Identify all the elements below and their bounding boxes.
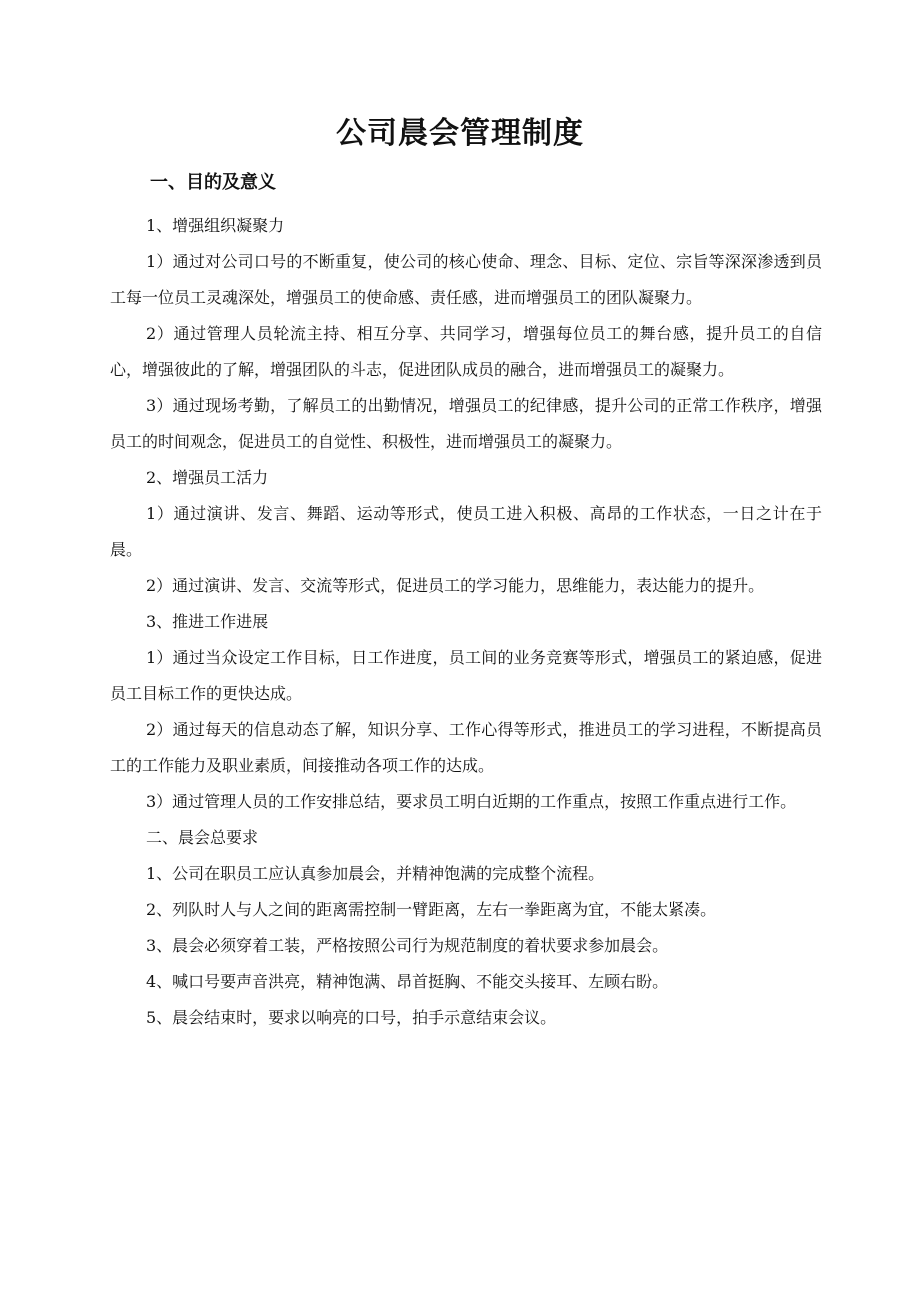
paragraph: 3）通过管理人员的工作安排总结，要求员工明白近期的工作重点，按照工作重点进行工作。 bbox=[146, 792, 797, 811]
paragraph: 2）通过每天的信息动态了解，知识分享、工作心得等形式，推进员工的学习进程，不断提高员工的工作能力及职业素质，间接推动各项工作的达成。 bbox=[110, 720, 822, 775]
requirement-item: 1、公司在职员工应认真参加晨会，并精神饱满的完成整个流程。 bbox=[146, 864, 605, 883]
paragraph: 1）通过当众设定工作目标，日工作进度，员工间的业务竞赛等形式，增强员工的紧迫感，促进员工目标工作的更快达成。 bbox=[110, 648, 822, 703]
document-body bbox=[110, 208, 822, 1036]
paragraph: 1）通过对公司口号的不断重复，使公司的核心使命、理念、目标、定位、宗旨等深深渗透到员工每一位员工灵魂深处，增强员工的使命感、责任感，进而增强员工的团队凝聚力。 bbox=[110, 252, 822, 307]
section-heading-requirements: 二、晨会总要求 bbox=[146, 828, 259, 847]
paragraph: 1）通过演讲、发言、舞蹈、运动等形式，使员工进入积极、高昂的工作状态，一日之计在于晨。 bbox=[110, 504, 822, 559]
paragraph-subheading: 3、推进工作进展 bbox=[146, 612, 269, 631]
requirement-item: 5、晨会结束时，要求以响亮的口号，拍手示意结束会议。 bbox=[146, 1008, 557, 1027]
requirement-item: 4、喊口号要声音洪亮，精神饱满、昂首挺胸、不能交头接耳、左顾右盼。 bbox=[146, 972, 669, 991]
document-title: 公司晨会管理制度 bbox=[336, 116, 584, 151]
paragraph-subheading: 2、增强员工活力 bbox=[146, 468, 269, 487]
paragraph: 2）通过管理人员轮流主持、相互分享、共同学习，增强每位员工的舞台感，提升员工的自信心，增强彼此的了解，增强团队的斗志，促进团队成员的融合，进而增强员工的凝聚力。 bbox=[110, 324, 822, 379]
paragraph: 3）通过现场考勤，了解员工的出勤情况，增强员工的纪律感，提升公司的正常工作秩序，增强员工的时间观念，促进员工的自觉性、积极性，进而增强员工的凝聚力。 bbox=[110, 396, 822, 451]
paragraph: 2）通过演讲、发言、交流等形式，促进员工的学习能力，思维能力，表达能力的提升。 bbox=[146, 576, 765, 595]
requirement-item: 3、晨会必须穿着工装，严格按照公司行为规范制度的着状要求参加晨会。 bbox=[146, 936, 669, 955]
requirement-item: 2、列队时人与人之间的距离需控制一臂距离，左右一拳距离为宜，不能太紧凑。 bbox=[146, 900, 717, 919]
section-heading-purpose: 一、目的及意义 bbox=[150, 172, 276, 193]
paragraph-subheading: 1、增强组织凝聚力 bbox=[146, 216, 285, 235]
